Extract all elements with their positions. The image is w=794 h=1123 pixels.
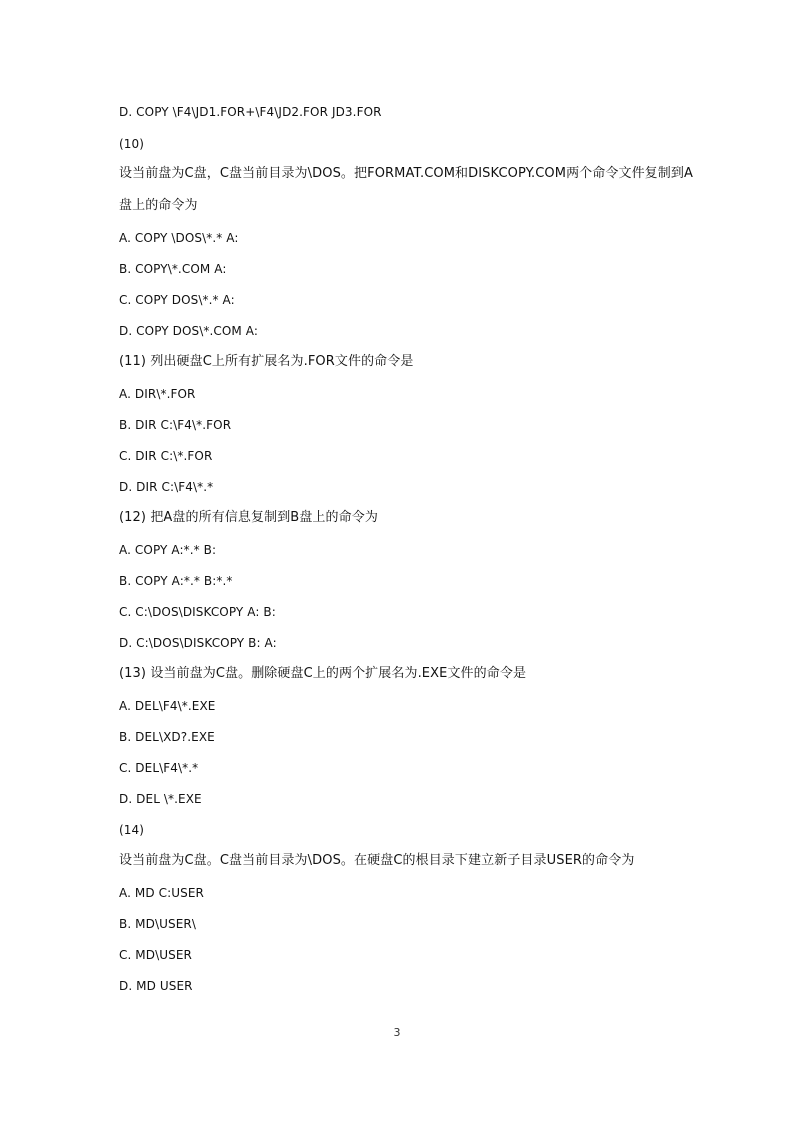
option-c-q11: C. DIR C:\*.FOR — [119, 449, 213, 463]
option-d-q14: D. MD USER — [119, 979, 193, 993]
question-14-text: 设当前盘为C盘。C盘当前目录为\DOS。在硬盘C的根目录下建立新子目录USER的命令为 — [119, 853, 635, 868]
question-14-number: (14) — [119, 823, 145, 837]
question-10-number: (10) — [119, 137, 145, 151]
option-c-q14: C. MD\USER — [119, 948, 192, 962]
question-10-text-line-2: 盘上的命令为 — [119, 198, 198, 213]
question-11-text: (11) 列出硬盘C上所有扩展名为.FOR文件的命令是 — [119, 354, 414, 369]
option-a-q11: A. DIR\*.FOR — [119, 387, 196, 401]
option-a-q14: A. MD C:USER — [119, 886, 204, 900]
question-12-text: (12) 把A盘的所有信息复制到B盘上的命令为 — [119, 510, 378, 525]
option-d-q10: D. COPY DOS\*.COM A: — [119, 324, 259, 338]
option-b-q11: B. DIR C:\F4\*.FOR — [119, 418, 232, 432]
option-b-q10: B. COPY\*.COM A: — [119, 262, 227, 276]
question-13-text: (13) 设当前盘为C盘。删除硬盘C上的两个扩展名为.EXE文件的命令是 — [119, 666, 527, 681]
option-a-q13: A. DEL\F4\*.EXE — [119, 699, 216, 713]
option-b-q14: B. MD\USER\ — [119, 917, 196, 931]
option-c-q10: C. COPY DOS\*.* A: — [119, 293, 235, 307]
option-a-q12: A. COPY A:*.* B: — [119, 543, 217, 557]
option-d-q13: D. DEL \*.EXE — [119, 792, 202, 806]
option-c-q12: C. C:\DOS\DISKCOPY A: B: — [119, 605, 276, 619]
option-d-q12: D. C:\DOS\DISKCOPY B: A: — [119, 636, 277, 650]
option-b-q13: B. DEL\XD?.EXE — [119, 730, 215, 744]
page-number: 3 — [393, 1026, 401, 1039]
option-d-q9: D. COPY \F4\JD1.FOR+\F4\JD2.FOR JD3.FOR — [119, 105, 382, 119]
option-a-q10: A. COPY \DOS\*.* A: — [119, 231, 239, 245]
option-b-q12: B. COPY A:*.* B:*.* — [119, 574, 233, 588]
option-c-q13: C. DEL\F4\*.* — [119, 761, 199, 775]
question-10-text-line-1: 设当前盘为C盘，C盘当前目录为\DOS。把FORMAT.COM和DISKCOPY.COM两个命令文件复制到A — [119, 166, 693, 181]
option-d-q11: D. DIR C:\F4\*.* — [119, 480, 214, 494]
